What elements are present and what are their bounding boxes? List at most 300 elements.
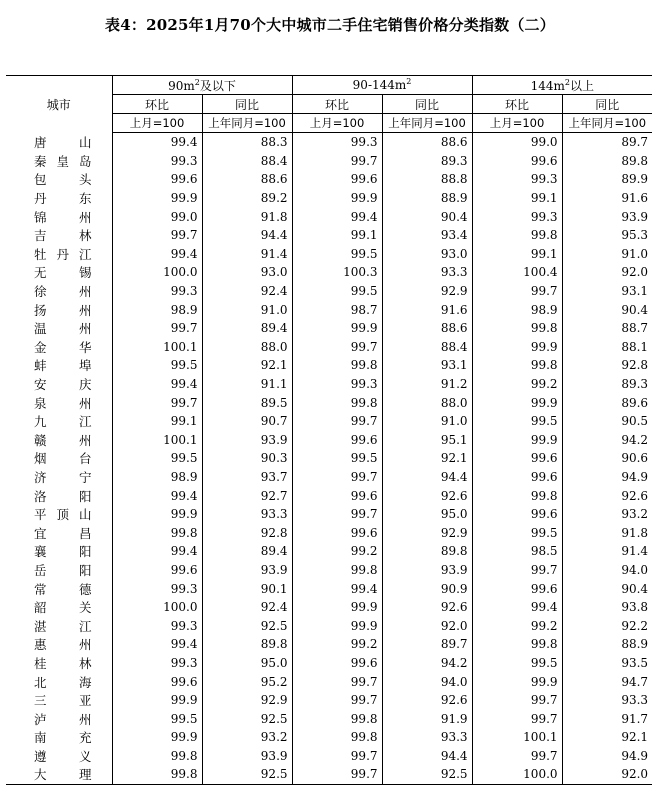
mom-value: 99.4 (112, 133, 202, 152)
city-name: 南充 (34, 730, 92, 746)
mom-value: 99.3 (472, 170, 562, 189)
mom-value: 99.7 (292, 672, 382, 691)
mom-value: 99.8 (292, 728, 382, 747)
city-name: 三亚 (34, 693, 92, 709)
yoy-value: 91.8 (562, 523, 652, 542)
yoy-value: 89.8 (382, 542, 472, 561)
yoy-header: 同比 (562, 95, 652, 114)
yoy-value: 92.2 (562, 616, 652, 635)
yoy-value: 89.4 (202, 319, 292, 338)
mom-value: 99.5 (472, 412, 562, 431)
yoy-base-label: 上年同月=100 (202, 114, 292, 133)
mom-value: 99.3 (112, 579, 202, 598)
mom-value: 99.7 (112, 319, 202, 338)
mom-value: 99.4 (472, 598, 562, 617)
yoy-value: 88.9 (382, 189, 472, 208)
mom-value: 99.7 (292, 338, 382, 357)
mom-value: 100.1 (112, 431, 202, 450)
mom-value: 99.5 (292, 282, 382, 301)
city-column-header: 城市 (46, 97, 71, 112)
yoy-value: 91.0 (202, 300, 292, 319)
yoy-value: 93.9 (562, 207, 652, 226)
yoy-value: 93.3 (382, 263, 472, 282)
mom-value: 98.7 (292, 300, 382, 319)
mom-value: 99.4 (112, 542, 202, 561)
table-row (6, 189, 652, 208)
yoy-value: 92.5 (202, 765, 292, 784)
yoy-value: 89.7 (562, 133, 652, 152)
yoy-value: 95.2 (202, 672, 292, 691)
table-row (6, 709, 652, 728)
mom-value: 99.5 (112, 449, 202, 468)
group-header-small: $90m^2$及以下 (112, 76, 292, 95)
mom-value: 99.3 (472, 207, 562, 226)
mom-value: 99.7 (472, 747, 562, 766)
yoy-base-label: 上年同月=100 (562, 114, 652, 133)
mom-value: 100.1 (112, 338, 202, 357)
mom-value: 99.4 (292, 579, 382, 598)
mom-value: 99.0 (112, 207, 202, 226)
city-name: 唐山 (34, 135, 92, 151)
yoy-value: 88.7 (562, 319, 652, 338)
city-name: 岳阳 (34, 562, 92, 578)
mom-value: 99.8 (472, 319, 562, 338)
yoy-value: 93.9 (202, 747, 292, 766)
mom-value: 99.8 (292, 393, 382, 412)
city-name: 安庆 (34, 377, 92, 393)
yoy-value: 95.1 (382, 431, 472, 450)
mom-value: 99.7 (112, 226, 202, 245)
city-name: 大理 (34, 767, 92, 783)
yoy-value: 89.5 (202, 393, 292, 412)
mom-base-label: 上月=100 (472, 114, 562, 133)
yoy-value: 88.8 (382, 170, 472, 189)
yoy-value: 90.7 (202, 412, 292, 431)
yoy-value: 93.4 (382, 226, 472, 245)
mom-header: 环比 (112, 95, 202, 114)
yoy-value: 93.9 (202, 431, 292, 450)
city-name: 泸州 (34, 711, 92, 727)
yoy-value: 88.0 (382, 393, 472, 412)
mom-value: 99.8 (292, 356, 382, 375)
mom-value: 99.4 (112, 635, 202, 654)
yoy-value: 95.0 (382, 505, 472, 524)
mom-value: 99.3 (292, 133, 382, 152)
yoy-value: 94.2 (562, 431, 652, 450)
group-header-medium: $90-144m^2$ (292, 76, 472, 95)
mom-value: 99.8 (292, 561, 382, 580)
mom-value: 99.4 (112, 486, 202, 505)
mom-value: 99.7 (292, 765, 382, 784)
mom-value: 99.9 (292, 616, 382, 635)
yoy-value: 91.6 (562, 189, 652, 208)
yoy-value: 93.0 (202, 263, 292, 282)
yoy-value: 92.6 (562, 486, 652, 505)
table-row (6, 245, 652, 264)
yoy-value: 88.0 (202, 338, 292, 357)
city-name: 扬州 (34, 302, 92, 318)
table-header (6, 76, 652, 133)
yoy-value: 89.2 (202, 189, 292, 208)
mom-value: 99.9 (292, 319, 382, 338)
mom-value: 99.4 (112, 245, 202, 264)
table-row (6, 635, 652, 654)
yoy-value: 90.4 (562, 579, 652, 598)
city-name: 锦州 (34, 209, 92, 225)
yoy-value: 92.1 (562, 728, 652, 747)
city-name: 牡丹江 (34, 246, 92, 262)
city-name: 丹东 (34, 191, 92, 207)
mom-value: 98.9 (112, 300, 202, 319)
mom-value: 99.7 (472, 691, 562, 710)
yoy-value: 90.9 (382, 579, 472, 598)
mom-value: 99.7 (292, 747, 382, 766)
yoy-value: 89.8 (202, 635, 292, 654)
mom-value: 100.0 (112, 263, 202, 282)
city-name: 吉林 (34, 228, 92, 244)
yoy-value: 94.7 (562, 672, 652, 691)
mom-value: 99.9 (112, 728, 202, 747)
mom-value: 99.7 (112, 393, 202, 412)
yoy-value: 95.3 (562, 226, 652, 245)
mom-value: 99.9 (292, 189, 382, 208)
city-name: 桂林 (34, 655, 92, 671)
mom-value: 99.8 (472, 356, 562, 375)
table-row (6, 691, 652, 710)
yoy-value: 92.6 (382, 691, 472, 710)
mom-value: 99.9 (472, 431, 562, 450)
mom-value: 99.3 (112, 616, 202, 635)
city-name: 惠州 (34, 637, 92, 653)
table-row (6, 338, 652, 357)
yoy-value: 91.4 (562, 542, 652, 561)
mom-value: 99.6 (472, 152, 562, 171)
mom-value: 100.4 (472, 263, 562, 282)
yoy-value: 94.4 (382, 468, 472, 487)
yoy-value: 92.7 (202, 486, 292, 505)
table-row (6, 431, 652, 450)
table-row (6, 412, 652, 431)
city-name: 遵义 (34, 748, 92, 764)
table-row (6, 523, 652, 542)
mom-value: 99.3 (292, 375, 382, 394)
yoy-value: 92.5 (382, 765, 472, 784)
yoy-value: 93.9 (382, 561, 472, 580)
mom-value: 99.1 (472, 245, 562, 264)
yoy-value: 93.3 (202, 505, 292, 524)
table-row (6, 170, 652, 189)
table-row (6, 449, 652, 468)
mom-value: 100.1 (472, 728, 562, 747)
table-row (6, 747, 652, 766)
city-name: 赣州 (34, 432, 92, 448)
yoy-value: 93.3 (382, 728, 472, 747)
city-name: 包头 (34, 172, 92, 188)
mom-value: 100.3 (292, 263, 382, 282)
yoy-value: 93.2 (202, 728, 292, 747)
mom-value: 99.6 (472, 579, 562, 598)
yoy-value: 93.5 (562, 654, 652, 673)
yoy-value: 91.0 (562, 245, 652, 264)
yoy-value: 90.6 (562, 449, 652, 468)
mom-value: 99.8 (472, 635, 562, 654)
mom-value: 99.5 (112, 356, 202, 375)
yoy-value: 92.6 (382, 598, 472, 617)
yoy-value: 91.7 (562, 709, 652, 728)
yoy-value: 92.9 (202, 691, 292, 710)
table-row (6, 133, 652, 152)
yoy-value: 95.0 (202, 654, 292, 673)
yoy-value: 90.5 (562, 412, 652, 431)
mom-value: 99.1 (112, 412, 202, 431)
city-name: 无锡 (34, 265, 92, 281)
mom-value: 99.8 (112, 765, 202, 784)
yoy-value: 93.7 (202, 468, 292, 487)
table-row (6, 672, 652, 691)
mom-value: 98.5 (472, 542, 562, 561)
yoy-value: 91.8 (202, 207, 292, 226)
yoy-value: 93.2 (562, 505, 652, 524)
mom-value: 99.7 (472, 709, 562, 728)
yoy-value: 92.1 (382, 449, 472, 468)
mom-value: 99.6 (292, 431, 382, 450)
yoy-value: 92.8 (202, 523, 292, 542)
table-row (6, 226, 652, 245)
yoy-value: 93.3 (562, 691, 652, 710)
table-row (6, 356, 652, 375)
city-name: 徐州 (34, 284, 92, 300)
mom-value: 99.2 (472, 375, 562, 394)
yoy-value: 92.0 (382, 616, 472, 635)
mom-value: 99.6 (112, 561, 202, 580)
mom-base-label: 上月=100 (112, 114, 202, 133)
yoy-value: 92.0 (562, 263, 652, 282)
table-row (6, 616, 652, 635)
mom-value: 100.0 (112, 598, 202, 617)
city-name: 九江 (34, 414, 92, 430)
mom-value: 99.7 (292, 505, 382, 524)
yoy-header: 同比 (202, 95, 292, 114)
yoy-value: 92.5 (202, 709, 292, 728)
city-name: 秦皇岛 (34, 153, 92, 169)
yoy-value: 94.4 (202, 226, 292, 245)
mom-value: 99.4 (112, 375, 202, 394)
table-row (6, 542, 652, 561)
mom-value: 99.6 (292, 170, 382, 189)
yoy-value: 94.2 (382, 654, 472, 673)
table-row (6, 579, 652, 598)
mom-value: 99.2 (472, 616, 562, 635)
table-row (6, 393, 652, 412)
table-row (6, 300, 652, 319)
city-name: 北海 (34, 674, 92, 690)
yoy-value: 91.1 (202, 375, 292, 394)
table-row (6, 561, 652, 580)
table-row (6, 263, 652, 282)
yoy-value: 90.3 (202, 449, 292, 468)
yoy-value: 89.4 (202, 542, 292, 561)
yoy-header: 同比 (382, 95, 472, 114)
yoy-value: 93.0 (382, 245, 472, 264)
mom-value: 99.8 (112, 523, 202, 542)
city-name: 常德 (34, 581, 92, 597)
table-row (6, 375, 652, 394)
mom-value: 99.5 (472, 523, 562, 542)
mom-value: 99.6 (292, 654, 382, 673)
mom-value: 98.9 (472, 300, 562, 319)
table-row (6, 505, 652, 524)
yoy-value: 94.0 (562, 561, 652, 580)
yoy-value: 92.9 (382, 282, 472, 301)
mom-value: 99.7 (472, 282, 562, 301)
mom-value: 99.5 (292, 449, 382, 468)
yoy-value: 94.0 (382, 672, 472, 691)
mom-value: 99.3 (112, 152, 202, 171)
yoy-value: 93.1 (382, 356, 472, 375)
yoy-base-label: 上年同月=100 (382, 114, 472, 133)
yoy-value: 92.6 (382, 486, 472, 505)
yoy-value: 88.4 (382, 338, 472, 357)
mom-value: 99.5 (112, 709, 202, 728)
mom-value: 99.7 (292, 412, 382, 431)
mom-value: 99.2 (292, 635, 382, 654)
city-name: 韶关 (34, 600, 92, 616)
yoy-value: 88.6 (382, 319, 472, 338)
yoy-value: 92.4 (202, 598, 292, 617)
yoy-value: 91.6 (382, 300, 472, 319)
table-row (6, 207, 652, 226)
table-row (6, 152, 652, 171)
mom-value: 99.3 (112, 654, 202, 673)
yoy-value: 88.9 (562, 635, 652, 654)
mom-base-label: 上月=100 (292, 114, 382, 133)
mom-value: 99.1 (292, 226, 382, 245)
city-name: 济宁 (34, 469, 92, 485)
mom-value: 99.9 (112, 505, 202, 524)
table-row (6, 486, 652, 505)
mom-value: 99.7 (292, 152, 382, 171)
mom-value: 99.8 (292, 709, 382, 728)
group-header-large: $144m^2$以上 (472, 76, 652, 95)
yoy-value: 90.1 (202, 579, 292, 598)
mom-value: 99.6 (292, 486, 382, 505)
yoy-value: 92.9 (382, 523, 472, 542)
mom-value: 99.6 (112, 170, 202, 189)
yoy-value: 92.8 (562, 356, 652, 375)
yoy-value: 89.9 (562, 170, 652, 189)
yoy-value: 91.0 (382, 412, 472, 431)
city-name: 宜昌 (34, 525, 92, 541)
mom-value: 99.9 (472, 672, 562, 691)
yoy-value: 88.4 (202, 152, 292, 171)
mom-value: 100.0 (472, 765, 562, 784)
yoy-value: 88.3 (202, 133, 292, 152)
city-name: 湛江 (34, 618, 92, 634)
city-name: 温州 (34, 321, 92, 337)
mom-value: 99.8 (472, 226, 562, 245)
mom-value: 99.6 (472, 505, 562, 524)
yoy-value: 88.6 (382, 133, 472, 152)
mom-value: 99.9 (472, 393, 562, 412)
city-name: 平顶山 (34, 507, 92, 523)
yoy-value: 91.9 (382, 709, 472, 728)
yoy-value: 92.4 (202, 282, 292, 301)
yoy-value: 89.6 (562, 393, 652, 412)
mom-value: 99.6 (472, 468, 562, 487)
yoy-value: 88.1 (562, 338, 652, 357)
mom-value: 99.9 (292, 598, 382, 617)
mom-value: 99.1 (472, 189, 562, 208)
mom-value: 99.6 (112, 672, 202, 691)
mom-value: 99.7 (292, 691, 382, 710)
table-row (6, 319, 652, 338)
mom-value: 99.6 (472, 449, 562, 468)
city-name: 蚌埠 (34, 358, 92, 374)
city-name: 金华 (34, 339, 92, 355)
yoy-value: 91.2 (382, 375, 472, 394)
mom-value: 99.3 (112, 282, 202, 301)
table-row (6, 598, 652, 617)
yoy-value: 93.9 (202, 561, 292, 580)
yoy-value: 89.3 (382, 152, 472, 171)
yoy-value: 93.1 (562, 282, 652, 301)
yoy-value: 94.9 (562, 747, 652, 766)
mom-value: 99.5 (292, 245, 382, 264)
yoy-value: 92.5 (202, 616, 292, 635)
mom-value: 99.9 (112, 691, 202, 710)
table-row (6, 765, 652, 784)
table-body (6, 133, 652, 785)
yoy-value: 94.9 (562, 468, 652, 487)
yoy-value: 92.1 (202, 356, 292, 375)
city-name: 泉州 (34, 395, 92, 411)
mom-header: 环比 (292, 95, 382, 114)
mom-value: 99.4 (292, 207, 382, 226)
mom-value: 99.0 (472, 133, 562, 152)
mom-value: 99.7 (472, 561, 562, 580)
yoy-value: 89.3 (562, 375, 652, 394)
city-name: 烟台 (34, 451, 92, 467)
mom-value: 99.7 (292, 468, 382, 487)
mom-header: 环比 (472, 95, 562, 114)
price-index-table (6, 75, 652, 785)
table-row (6, 728, 652, 747)
mom-value: 98.9 (112, 468, 202, 487)
mom-value: 99.9 (472, 338, 562, 357)
city-name: 襄阳 (34, 544, 92, 560)
yoy-value: 89.8 (562, 152, 652, 171)
yoy-value: 90.4 (382, 207, 472, 226)
table-title: 表4：2025年1月70个大中城市二手住宅销售价格分类指数（二） (105, 16, 555, 34)
yoy-value: 89.7 (382, 635, 472, 654)
mom-value: 99.9 (112, 189, 202, 208)
table-row (6, 468, 652, 487)
mom-value: 99.5 (472, 654, 562, 673)
yoy-value: 88.6 (202, 170, 292, 189)
table-row (6, 282, 652, 301)
yoy-value: 94.4 (382, 747, 472, 766)
mom-value: 99.6 (292, 523, 382, 542)
table-row (6, 654, 652, 673)
yoy-value: 90.4 (562, 300, 652, 319)
yoy-value: 92.0 (562, 765, 652, 784)
mom-value: 99.2 (292, 542, 382, 561)
mom-value: 99.8 (472, 486, 562, 505)
yoy-value: 93.8 (562, 598, 652, 617)
city-name: 洛阳 (34, 488, 92, 504)
yoy-value: 91.4 (202, 245, 292, 264)
mom-value: 99.8 (112, 747, 202, 766)
